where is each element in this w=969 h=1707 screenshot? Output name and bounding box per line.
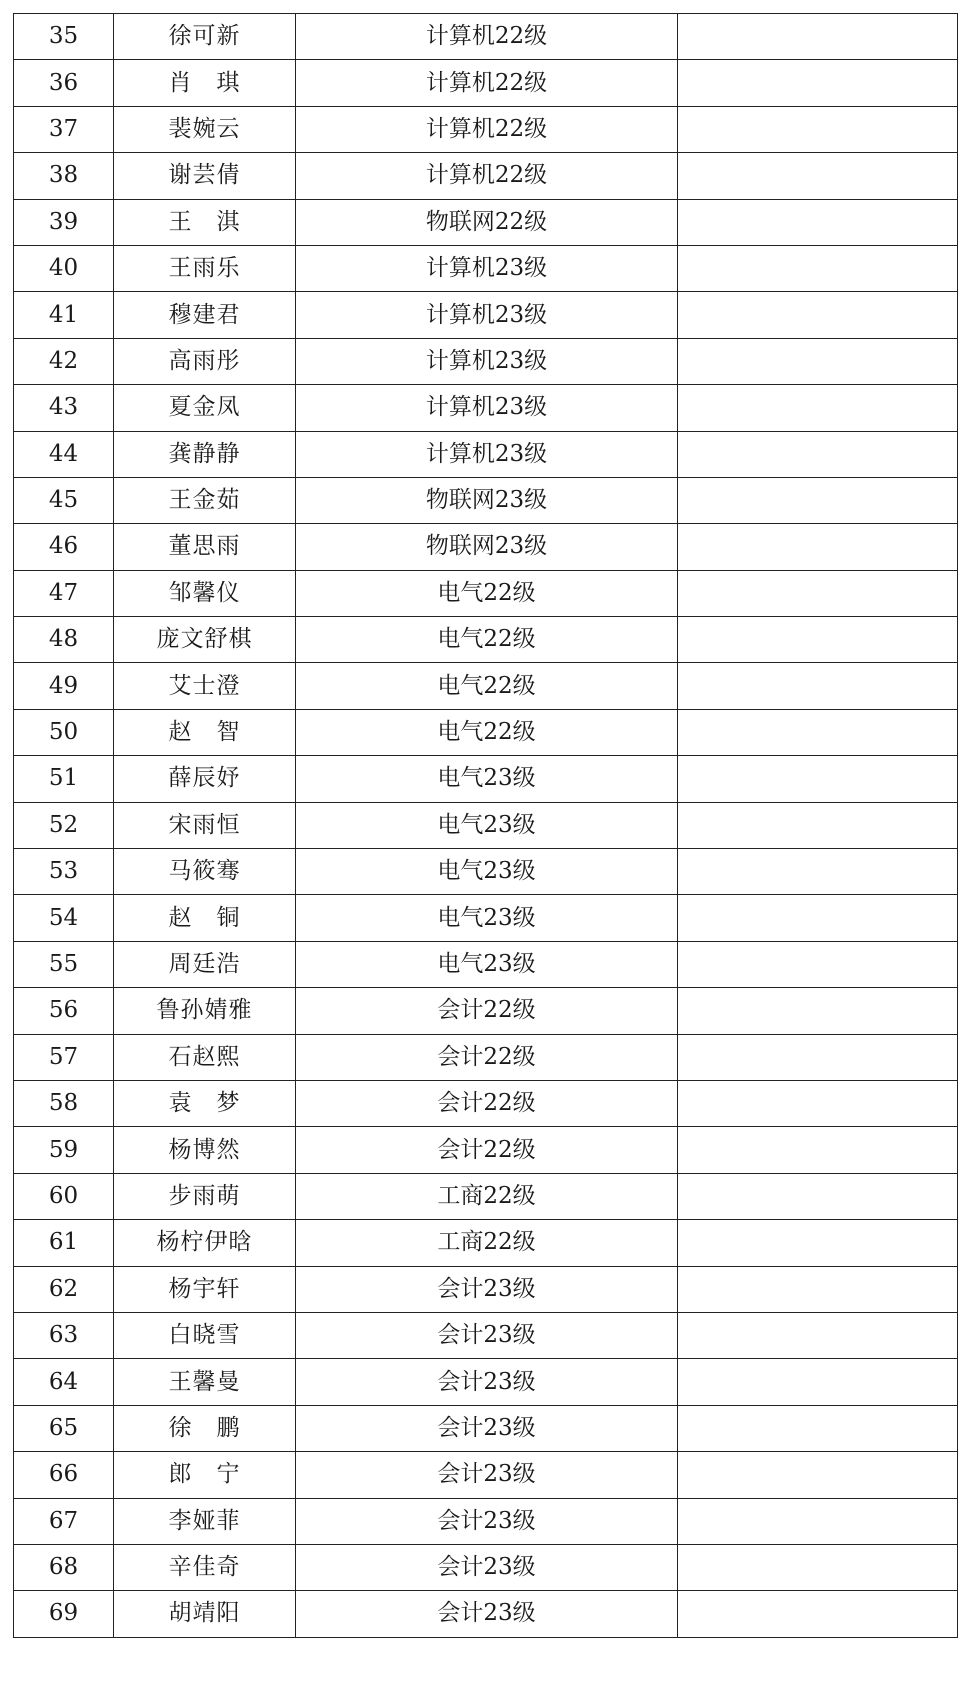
class-cell: 计算机23级 (296, 245, 678, 291)
class-cell: 电气22级 (296, 570, 678, 616)
student-name-cell: 石赵熙 (114, 1034, 296, 1080)
note-cell (678, 14, 958, 60)
class-cell: 电气22级 (296, 617, 678, 663)
note-cell (678, 1080, 958, 1126)
row-number-cell: 59 (14, 1127, 114, 1173)
note-cell (678, 709, 958, 755)
student-name-cell: 王雨乐 (114, 245, 296, 291)
row-number-cell: 51 (14, 756, 114, 802)
student-name-cell: 谢芸倩 (114, 153, 296, 199)
table-row (14, 941, 958, 987)
table-row (14, 1080, 958, 1126)
class-cell: 计算机22级 (296, 106, 678, 152)
note-cell (678, 1266, 958, 1312)
table-row (14, 153, 958, 199)
class-cell: 物联网23级 (296, 477, 678, 523)
student-name-cell: 步雨萌 (114, 1173, 296, 1219)
note-cell (678, 1359, 958, 1405)
row-number-cell: 44 (14, 431, 114, 477)
student-list-table (13, 13, 958, 1638)
class-cell: 会计22级 (296, 1034, 678, 1080)
table-body (14, 14, 958, 1638)
class-cell: 电气23级 (296, 756, 678, 802)
student-name-cell: 胡靖阳 (114, 1591, 296, 1637)
table-row (14, 849, 958, 895)
note-cell (678, 153, 958, 199)
student-name-cell: 薛辰妤 (114, 756, 296, 802)
note-cell (678, 617, 958, 663)
class-cell: 电气23级 (296, 941, 678, 987)
student-name-cell: 马筱骞 (114, 849, 296, 895)
student-list-table-container (13, 13, 957, 1638)
class-cell: 计算机23级 (296, 431, 678, 477)
class-cell: 物联网23级 (296, 524, 678, 570)
table-row (14, 895, 958, 941)
table-row (14, 756, 958, 802)
class-cell: 电气23级 (296, 849, 678, 895)
student-name-cell: 穆建君 (114, 292, 296, 338)
table-row (14, 1312, 958, 1358)
note-cell (678, 338, 958, 384)
note-cell (678, 663, 958, 709)
note-cell (678, 199, 958, 245)
class-cell: 会计22级 (296, 1080, 678, 1126)
row-number-cell: 54 (14, 895, 114, 941)
student-name-cell: 徐可新 (114, 14, 296, 60)
class-cell: 会计23级 (296, 1591, 678, 1637)
student-name-cell: 郎 宁 (114, 1452, 296, 1498)
student-name-cell: 周廷浩 (114, 941, 296, 987)
student-name-cell: 杨博然 (114, 1127, 296, 1173)
class-cell: 会计23级 (296, 1266, 678, 1312)
row-number-cell: 46 (14, 524, 114, 570)
note-cell (678, 1127, 958, 1173)
student-name-cell: 庞文舒棋 (114, 617, 296, 663)
note-cell (678, 941, 958, 987)
table-row (14, 709, 958, 755)
table-row (14, 477, 958, 523)
class-cell: 计算机22级 (296, 60, 678, 106)
note-cell (678, 802, 958, 848)
row-number-cell: 49 (14, 663, 114, 709)
row-number-cell: 56 (14, 988, 114, 1034)
row-number-cell: 68 (14, 1544, 114, 1590)
table-row (14, 1220, 958, 1266)
row-number-cell: 40 (14, 245, 114, 291)
row-number-cell: 37 (14, 106, 114, 152)
student-name-cell: 李娅菲 (114, 1498, 296, 1544)
table-row (14, 60, 958, 106)
table-row (14, 570, 958, 616)
row-number-cell: 62 (14, 1266, 114, 1312)
student-name-cell: 杨宇轩 (114, 1266, 296, 1312)
table-row (14, 617, 958, 663)
class-cell: 电气22级 (296, 663, 678, 709)
note-cell (678, 849, 958, 895)
class-cell: 会计23级 (296, 1312, 678, 1358)
row-number-cell: 52 (14, 802, 114, 848)
student-name-cell: 艾士澄 (114, 663, 296, 709)
table-row (14, 1591, 958, 1637)
note-cell (678, 1034, 958, 1080)
row-number-cell: 61 (14, 1220, 114, 1266)
student-name-cell: 邹馨仪 (114, 570, 296, 616)
note-cell (678, 60, 958, 106)
row-number-cell: 41 (14, 292, 114, 338)
row-number-cell: 64 (14, 1359, 114, 1405)
row-number-cell: 63 (14, 1312, 114, 1358)
row-number-cell: 45 (14, 477, 114, 523)
table-row (14, 385, 958, 431)
student-name-cell: 徐 鹏 (114, 1405, 296, 1451)
table-row (14, 1359, 958, 1405)
class-cell: 计算机23级 (296, 338, 678, 384)
table-row (14, 524, 958, 570)
class-cell: 会计23级 (296, 1544, 678, 1590)
class-cell: 会计23级 (296, 1452, 678, 1498)
note-cell (678, 756, 958, 802)
class-cell: 计算机23级 (296, 385, 678, 431)
note-cell (678, 245, 958, 291)
note-cell (678, 1220, 958, 1266)
table-row (14, 245, 958, 291)
table-row (14, 1034, 958, 1080)
row-number-cell: 50 (14, 709, 114, 755)
row-number-cell: 43 (14, 385, 114, 431)
row-number-cell: 35 (14, 14, 114, 60)
table-row (14, 802, 958, 848)
table-row (14, 1544, 958, 1590)
row-number-cell: 65 (14, 1405, 114, 1451)
table-row (14, 1127, 958, 1173)
note-cell (678, 570, 958, 616)
table-row (14, 1452, 958, 1498)
row-number-cell: 60 (14, 1173, 114, 1219)
table-row (14, 1405, 958, 1451)
class-cell: 计算机22级 (296, 14, 678, 60)
note-cell (678, 895, 958, 941)
note-cell (678, 431, 958, 477)
note-cell (678, 292, 958, 338)
note-cell (678, 988, 958, 1034)
table-row (14, 338, 958, 384)
note-cell (678, 1591, 958, 1637)
table-row (14, 292, 958, 338)
student-name-cell: 龚静静 (114, 431, 296, 477)
row-number-cell: 48 (14, 617, 114, 663)
table-row (14, 1266, 958, 1312)
class-cell: 电气22级 (296, 709, 678, 755)
class-cell: 计算机23级 (296, 292, 678, 338)
row-number-cell: 58 (14, 1080, 114, 1126)
class-cell: 会计22级 (296, 988, 678, 1034)
note-cell (678, 1544, 958, 1590)
note-cell (678, 1452, 958, 1498)
class-cell: 工商22级 (296, 1220, 678, 1266)
row-number-cell: 39 (14, 199, 114, 245)
table-row (14, 1498, 958, 1544)
note-cell (678, 1173, 958, 1219)
student-name-cell: 赵 智 (114, 709, 296, 755)
student-name-cell: 裴婉云 (114, 106, 296, 152)
row-number-cell: 69 (14, 1591, 114, 1637)
row-number-cell: 36 (14, 60, 114, 106)
table-row (14, 431, 958, 477)
table-row (14, 14, 958, 60)
note-cell (678, 106, 958, 152)
class-cell: 会计23级 (296, 1405, 678, 1451)
class-cell: 物联网22级 (296, 199, 678, 245)
class-cell: 工商22级 (296, 1173, 678, 1219)
table-row (14, 106, 958, 152)
note-cell (678, 477, 958, 523)
note-cell (678, 385, 958, 431)
table-row (14, 663, 958, 709)
class-cell: 会计23级 (296, 1359, 678, 1405)
student-name-cell: 袁 梦 (114, 1080, 296, 1126)
class-cell: 电气23级 (296, 895, 678, 941)
row-number-cell: 42 (14, 338, 114, 384)
student-name-cell: 王 淇 (114, 199, 296, 245)
row-number-cell: 53 (14, 849, 114, 895)
student-name-cell: 夏金凤 (114, 385, 296, 431)
row-number-cell: 57 (14, 1034, 114, 1080)
student-name-cell: 宋雨恒 (114, 802, 296, 848)
note-cell (678, 1405, 958, 1451)
table-row (14, 1173, 958, 1219)
row-number-cell: 38 (14, 153, 114, 199)
row-number-cell: 47 (14, 570, 114, 616)
note-cell (678, 1498, 958, 1544)
student-name-cell: 杨柠伊晗 (114, 1220, 296, 1266)
table-row (14, 988, 958, 1034)
class-cell: 会计22级 (296, 1127, 678, 1173)
student-name-cell: 王金茹 (114, 477, 296, 523)
class-cell: 会计23级 (296, 1498, 678, 1544)
student-name-cell: 董思雨 (114, 524, 296, 570)
row-number-cell: 67 (14, 1498, 114, 1544)
student-name-cell: 肖 琪 (114, 60, 296, 106)
note-cell (678, 1312, 958, 1358)
student-name-cell: 鲁孙婧雅 (114, 988, 296, 1034)
class-cell: 电气23级 (296, 802, 678, 848)
student-name-cell: 白晓雪 (114, 1312, 296, 1358)
row-number-cell: 55 (14, 941, 114, 987)
student-name-cell: 赵 铜 (114, 895, 296, 941)
row-number-cell: 66 (14, 1452, 114, 1498)
class-cell: 计算机22级 (296, 153, 678, 199)
note-cell (678, 524, 958, 570)
table-row (14, 199, 958, 245)
student-name-cell: 辛佳奇 (114, 1544, 296, 1590)
student-name-cell: 高雨彤 (114, 338, 296, 384)
student-name-cell: 王馨曼 (114, 1359, 296, 1405)
